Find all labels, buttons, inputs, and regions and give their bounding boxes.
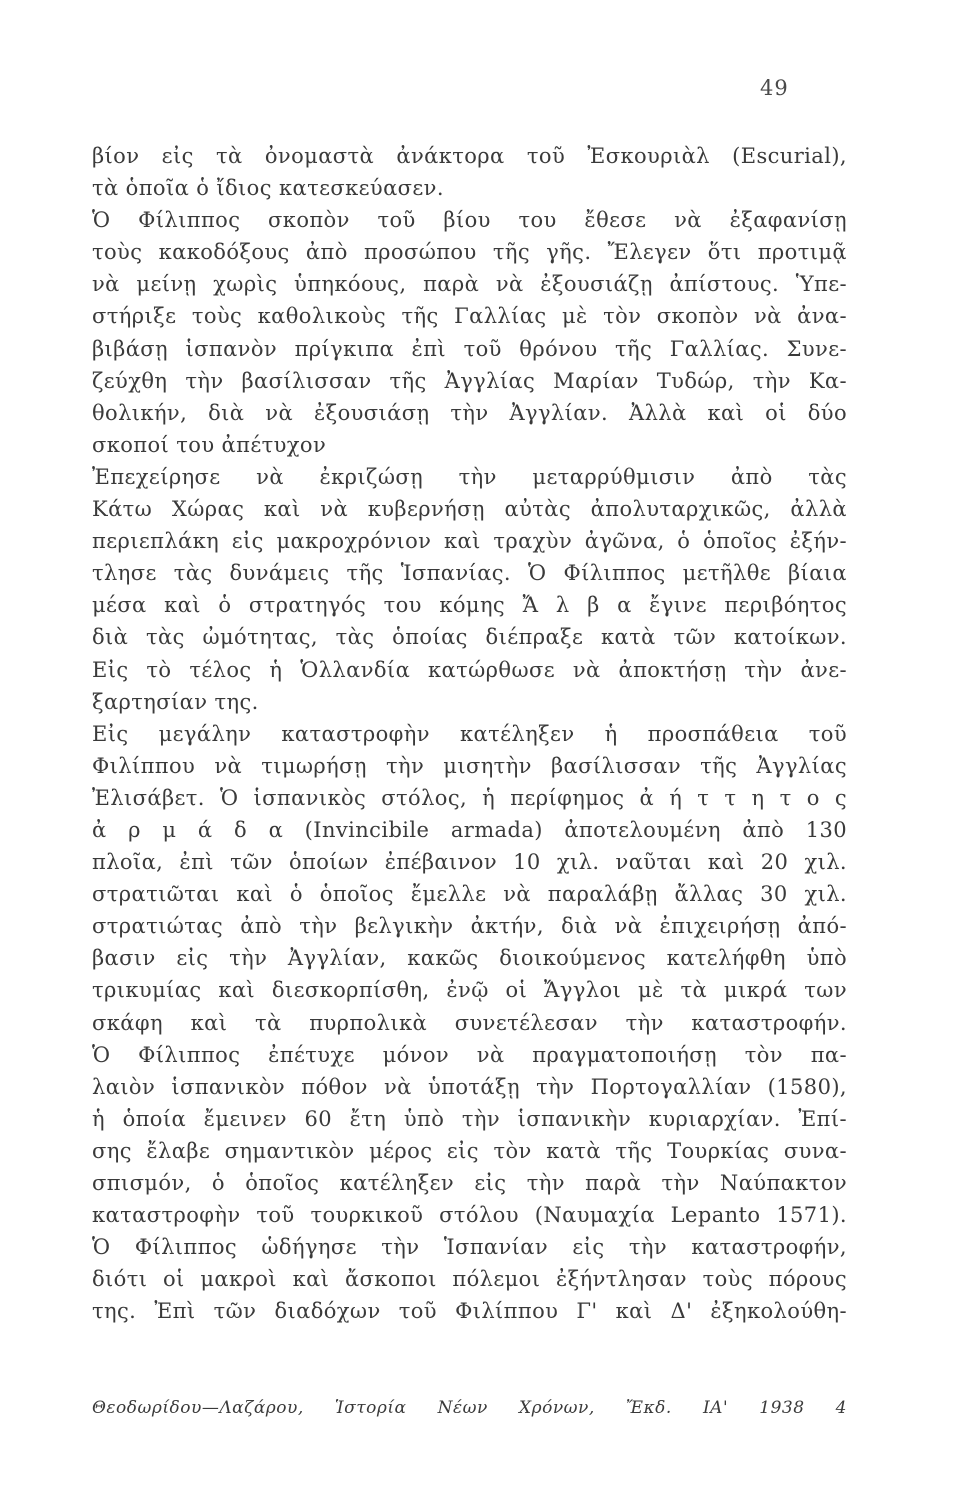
text-line: βασιν εἰς τὴν Ἀγγλίαν, κακῶς διοικούμενος κατελήφθη ὑπὸ <box>92 946 847 971</box>
text-line: Ὁ Φίλιππος ὡδήγησε τὴν Ἱσπανίαν εἰς τὴν καταστροφήν, <box>92 1235 847 1260</box>
text-line: στρατιώτας ἀπὸ τὴν βελγικὴν ἀκτήν, διὰ νὰ ἐπιχειρήσῃ ἀπό- <box>92 914 847 939</box>
text-line: Ὁ Φίλιππος σκοπὸν τοῦ βίου του ἔθεσε νὰ ἐξαφανίσῃ <box>92 208 847 233</box>
text-line: πλοῖα, ἐπὶ τῶν ὁποίων ἐπέβαινον 10 χιλ. ναῦται καὶ 20 χιλ. <box>92 850 847 875</box>
text-line: σπισμόν, ὁ ὁποῖος κατέληξεν εἰς τὴν παρὰ τὴν Ναύπακτον <box>92 1171 847 1195</box>
body-text <box>92 140 847 1327</box>
text-line: Εἰς τὸ τέλος ἡ Ὁλλανδία κατώρθωσε νὰ ἀποκτήσῃ τὴν ἀνε- <box>92 657 847 682</box>
text-line: περιεπλάκη εἰς μακροχρόνιον καὶ τραχὺν ἀγῶνα, ὁ ὁποῖος ἐξήν- <box>92 529 847 554</box>
text-line: μέσα καὶ ὁ στρατηγός του κόμης Ἄ λ β α ἔγινε περιβόητος <box>92 593 847 618</box>
text-line: διὰ τὰς ὠμότητας, τὰς ὁποίας διέπραξε κατὰ τῶν κατοίκων. <box>92 625 847 650</box>
text-line: Εἰς μεγάλην καταστροφὴν κατέληξεν ἡ προσπάθεια τοῦ <box>92 721 847 746</box>
text-line: σκοποί του ἀπέτυχον <box>92 432 327 457</box>
text-line: ζεύχθη τὴν βασίλισσαν τῆς Ἀγγλίας Μαρίαν Τυδώρ, τὴν Κα- <box>92 368 847 393</box>
text-line: στρατιῶται καὶ ὁ ὁποῖος ἔμελλε νὰ παραλάβῃ ἄλλας 30 χιλ. <box>92 882 847 907</box>
text-line: Κάτω Χώρας καὶ νὰ κυβερνήσῃ αὐτὰς ἀπολυταρχικῶς, ἀλλὰ <box>92 497 847 522</box>
text-line: Ὁ Φίλιππος ἐπέτυχε μόνον νὰ πραγματοποιήσῃ τὸν πα- <box>92 1042 847 1067</box>
text-line: καταστροφὴν τοῦ τουρκικοῦ στόλου (Ναυμαχία Lepanto 1571). <box>92 1203 847 1228</box>
text-line: διότι οἱ μακροὶ καὶ ἄσκοποι πόλεμοι ἐξήντλησαν τοὺς πόρους <box>92 1267 847 1292</box>
text-line: νὰ μείνῃ χωρὶς ὑπηκόους, παρὰ νὰ ἐξουσιάζῃ ἀπίστους. Ὑπε- <box>92 272 847 297</box>
page-footer: Θεοδωρίδου—Λαζάρου, Ἱστορία Νέων Χρόνων, Ἔκδ. ΙΑ' 1938 4 <box>92 1398 847 1418</box>
text-line: σης ἔλαβε σημαντικὸν μέρος εἰς τὸν κατὰ τῆς Τουρκίας συνα- <box>92 1138 847 1163</box>
page-number: 49 <box>760 76 789 100</box>
text-line: θολικήν, διὰ νὰ ἐξουσιάσῃ τὴν Ἀγγλίαν. Ἀλλὰ καὶ οἱ δύο <box>92 400 847 425</box>
text-line: της. Ἐπὶ τῶν διαδόχων τοῦ Φιλίππου Γ' καὶ Δ' ἐξηκολούθη- <box>92 1299 847 1324</box>
text-line: βίον εἰς τὰ ὀνομαστὰ ἀνάκτορα τοῦ Ἐσκουριὰλ (Escurial), <box>92 144 847 168</box>
text-line: τοὺς κακοδόξους ἀπὸ προσώπου τῆς γῆς. Ἔλεγεν ὅτι προτιμᾷ <box>92 240 847 265</box>
text-line: λαιὸν ἱσπανικὸν πόθον νὰ ὑποτάξῃ τὴν Πορτογαλλίαν (1580), <box>92 1074 847 1099</box>
text-line: τὰ ὁποῖα ὁ ἴδιος κατεσκεύασεν. <box>92 176 444 201</box>
text-line: τλησε τὰς δυνάμεις τῆς Ἱσπανίας. Ὁ Φίλιππος μετῆλθε βίαια <box>92 561 847 586</box>
text-line: ἀ ρ μ ά δ α (Invincibile armada) ἀποτελουμένη ἀπὸ 130 <box>92 817 847 842</box>
text-line: ἡ ὁποία ἔμεινεν 60 ἔτη ὑπὸ τὴν ἱσπανικὴν κυριαρχίαν. Ἐπί- <box>92 1106 847 1131</box>
text-line: τρικυμίας καὶ διεσκορπίσθη, ἐνῷ οἱ Ἄγγλοι μὲ τὰ μικρά των <box>92 978 847 1003</box>
text-line: ξαρτησίαν της. <box>92 689 259 714</box>
text-line: Φιλίππου νὰ τιμωρήσῃ τὴν μισητὴν βασίλισσαν τῆς Ἀγγλίας <box>92 753 847 778</box>
text-line: Ἐλισάβετ. Ὁ ἱσπανικὸς στόλος, ἡ περίφημος ἀ ή τ τ η τ ο ς <box>92 785 847 810</box>
text-line: στήριξε τοὺς καθολικοὺς τῆς Γαλλίας μὲ τὸν σκοπὸν νὰ ἀνα- <box>92 304 847 329</box>
text-line: Ἐπεχείρησε νὰ ἐκριζώσῃ τὴν μεταρρύθμισιν ἀπὸ τὰς <box>92 464 847 489</box>
text-line: σκάφη καὶ τὰ πυρπολικὰ συνετέλεσαν τὴν καταστροφήν. <box>92 1010 847 1035</box>
text-line: βιβάσῃ ἱσπανὸν πρίγκιπα ἐπὶ τοῦ θρόνου τῆς Γαλλίας. Συνε- <box>92 336 847 361</box>
